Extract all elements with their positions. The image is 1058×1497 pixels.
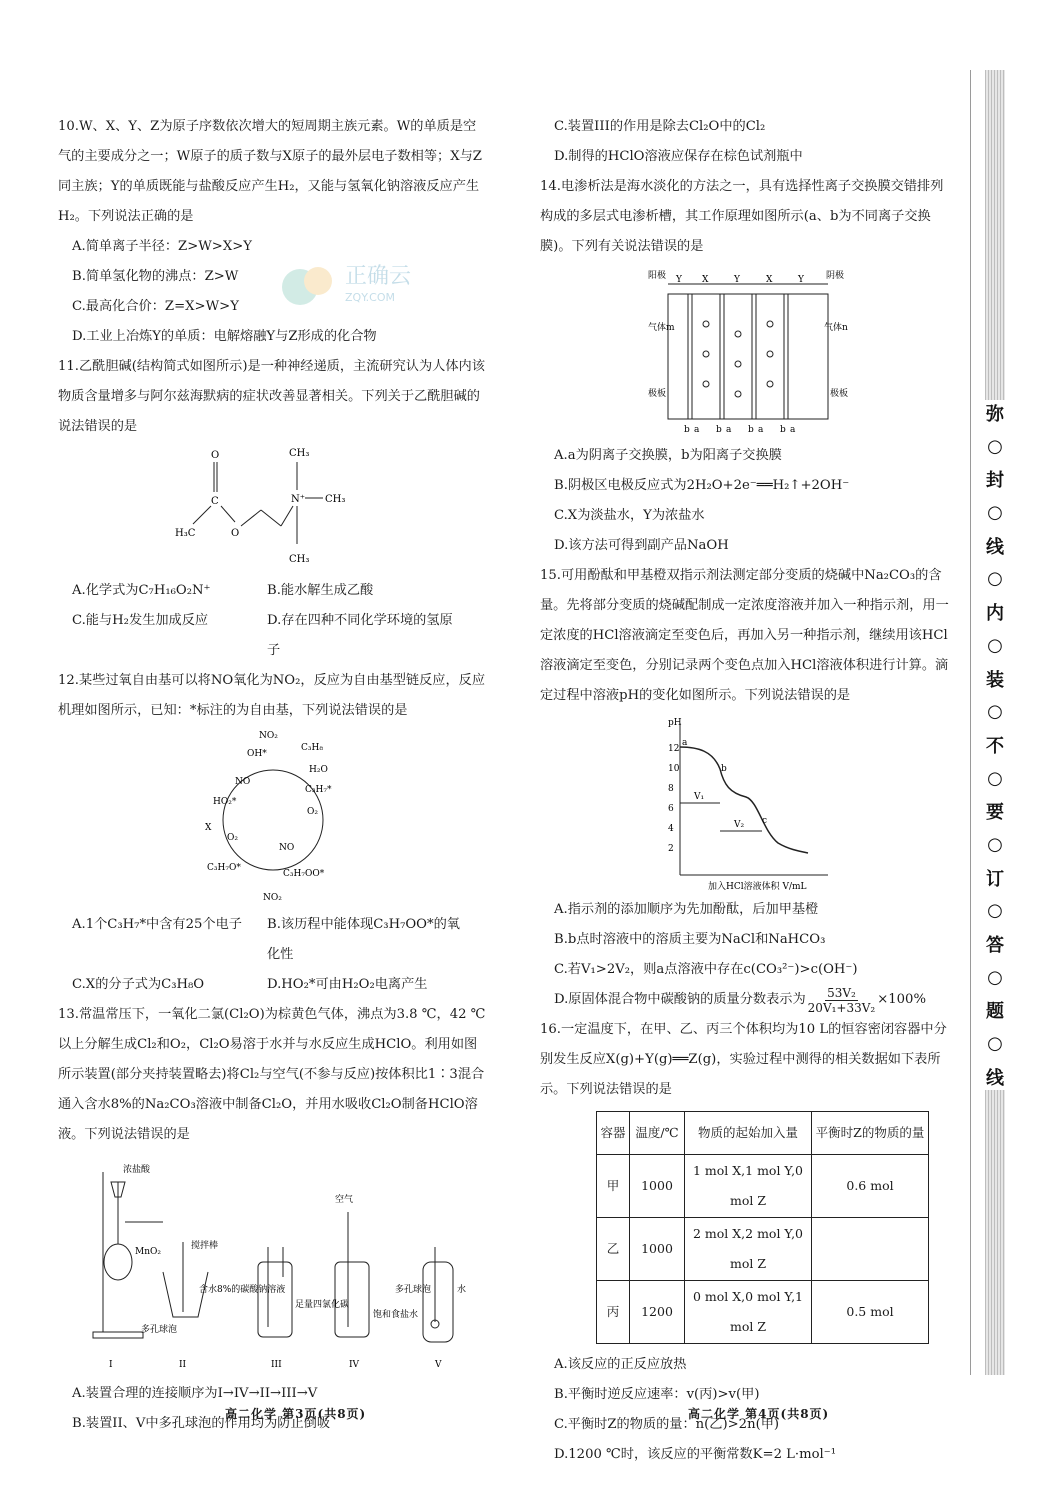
binding-char: 内: [986, 603, 1004, 625]
label-b: b: [747, 425, 754, 435]
question-14: [540, 172, 955, 561]
watermark-name: 正确云: [345, 264, 412, 289]
question-stem: 10.W、X、Y、Z为原子序数依次增大的短周期主族元素。W的单质是空气的主要成分之一；W原子的质子数与X原子的最外层电子数相等；X与Z同主族；Y的单质既能与盐酸反应产生H₂，又能与氢氧化钠溶液反应产生H₂。下列说法正确的是: [58, 119, 482, 224]
option-d: D.HO₂*可由H₂O₂电离产生: [267, 977, 428, 992]
question-12: [58, 666, 488, 1000]
label-x: X: [765, 275, 772, 285]
tick-8: 8: [667, 784, 674, 794]
binding-hatch-bottom: [985, 1090, 1005, 1375]
tick-2: 2: [667, 844, 674, 854]
option-a: A.该反应的正反应放热: [554, 1357, 687, 1372]
label-anode: 阳极: [647, 271, 666, 281]
watermark-url: ZQY.COM: [345, 291, 396, 304]
tick-12: 12: [667, 744, 679, 754]
table-header: 温度/℃: [630, 1112, 685, 1155]
question-16: [540, 1015, 955, 1470]
option-c: C.装置III的作用是除去Cl₂O中的Cl₂: [554, 119, 766, 134]
label-y: Y: [797, 275, 804, 285]
label-c3h7oo: C₃H₇OO*: [283, 869, 325, 879]
question-10: [58, 112, 488, 352]
label-no-left: NO: [235, 777, 251, 787]
label-v1: V₁: [693, 792, 704, 802]
binding-char: ○: [987, 634, 1003, 656]
binding-text: [985, 400, 1005, 1090]
question-13: [58, 1000, 488, 1439]
table-header-row: [597, 1112, 929, 1155]
binding-hatch-top: [985, 70, 1005, 400]
table-header: 物质的起始加入量: [685, 1112, 812, 1155]
binding-char: ○: [987, 767, 1003, 789]
table-header: 平衡时Z的物质的量: [812, 1112, 929, 1155]
left-column: [58, 112, 488, 1439]
options-row: [58, 576, 488, 606]
binding-char: ○: [987, 568, 1003, 590]
binding-char: 线: [986, 536, 1004, 558]
label-i: I: [109, 1360, 113, 1370]
tick-10: 10: [667, 764, 679, 774]
acetylcholine-structure: [173, 444, 373, 574]
binding-char: 装: [986, 669, 1004, 691]
table-cell: 1000: [630, 1218, 685, 1281]
table-cell: 0.5 mol: [812, 1281, 929, 1344]
option-b: B.b点时溶液中的溶质主要为NaCl和NaHCO₃: [554, 932, 826, 947]
binding-char: ○: [987, 701, 1003, 723]
label-plate-right: 极板: [829, 389, 848, 399]
question-stem: 12.某些过氧自由基可以将NO氧化为NO₂，反应为自由基型链反应，反应机理如图所示，已知：*标注的为自由基，下列说法错误的是: [58, 673, 486, 718]
option-c: C.能与H₂发生加成反应: [72, 613, 209, 628]
table-row: [597, 1155, 929, 1218]
label-a: a: [693, 425, 699, 435]
titration-curve: [658, 713, 838, 893]
question-stem: 11.乙酰胆碱(结构简式如图所示)是一种神经递质，主流研究认为人体内该物质含量增多与阿尔兹海默病的症状改善显著相关。下列关于乙酰胆碱的说法错误的是: [58, 359, 485, 434]
atom-c: C: [211, 496, 219, 507]
option-c: C.平衡时Z的物质的量：n(乙)>2n(甲): [554, 1417, 780, 1432]
label-y: Y: [675, 275, 682, 285]
point-b: b: [720, 764, 727, 774]
question-11: [58, 352, 488, 666]
data-table: [596, 1111, 929, 1344]
binding-char: ○: [987, 833, 1003, 855]
atom-ch3-bottom: CH₃: [289, 554, 310, 565]
label-y: Y: [733, 275, 740, 285]
label-a: a: [789, 425, 795, 435]
label-v2: V₂: [733, 820, 744, 830]
binding-char: ○: [987, 900, 1003, 922]
table-cell: 甲: [597, 1155, 630, 1218]
point-a: a: [681, 738, 687, 748]
option-a: A.简单离子半径：Z>W>X>Y: [72, 239, 252, 254]
atom-ch3-right: CH₃: [325, 494, 346, 505]
label-na2co3: 含水8%的碳酸钠溶液: [199, 1285, 286, 1295]
question-stem: 13.常温常压下，一氧化二氯(Cl₂O)为棕黄色气体，沸点为3.8 ℃，42 ℃以上分解生成Cl₂和O₂，Cl₂O易溶于水并与水反应生成HClO。利用如图所示装置(部分夹持装置略去)将Cl₂与空气(不参与反应)按体积比1∶3混合通入含水8%的Na₂CO₃溶液中制备Cl₂O，并用水吸收Cl₂O制备HClO溶液。下列说法错误的是: [58, 1007, 486, 1142]
label-h2o: H₂O: [309, 765, 328, 775]
label-ccl4: 足量四氯化碳: [295, 1300, 350, 1310]
binding-char: 不: [986, 735, 1004, 757]
table-cell: 丙: [597, 1281, 630, 1344]
label-a: a: [757, 425, 763, 435]
binding-char: ○: [987, 435, 1003, 457]
binding-char: 封: [986, 470, 1004, 492]
option-a: A.1个C₃H₇*中含有25个电子: [72, 917, 242, 932]
electrodialysis-cell-diagram: [648, 264, 848, 439]
fraction: [808, 986, 876, 1015]
option-b: B.阴极区电极反应式为2H₂O+2e⁻══H₂↑+2OH⁻: [554, 478, 850, 493]
label-bubble-v: 多孔球泡: [395, 1285, 432, 1295]
axis-label-ph: pH: [667, 718, 682, 728]
label-b: b: [779, 425, 786, 435]
right-column: [540, 112, 955, 1470]
label-plate-left: 极板: [647, 389, 666, 399]
label-c3h8: C₃H₈: [301, 743, 323, 753]
label-c3h7: C₃H₇*: [305, 785, 332, 795]
question-stem: 16.一定温度下，在甲、乙、丙三个体积均为10 L的恒容密闭容器中分别发生反应X(g)+Y(g)══Z(g)，实验过程中测得的相关数据如下表所示。下列说法错误的是: [540, 1022, 947, 1097]
option-b: B.平衡时逆反应速率：v(丙)>v(甲): [554, 1387, 760, 1402]
options-row: [58, 606, 488, 666]
label-o2-left: O₂: [227, 833, 238, 843]
tick-4: 4: [667, 824, 674, 834]
label-a: a: [725, 425, 731, 435]
label-ho2: HO₂*: [213, 797, 237, 807]
options-row: [58, 910, 488, 970]
binding-line: [970, 70, 971, 1375]
tick-6: 6: [667, 804, 674, 814]
atom-o: O: [211, 450, 220, 461]
option-d-suffix: ×100%: [877, 992, 926, 1007]
label-no-bottom: NO: [279, 843, 295, 853]
option-d-text: D.原固体混合物中碳酸钠的质量分数表示为: [554, 992, 806, 1007]
option-d: [540, 985, 955, 1015]
label-air: 空气: [335, 1195, 354, 1205]
label-no2-bottom: NO₂: [263, 893, 282, 903]
label-iii: III: [271, 1360, 282, 1370]
binding-char: 弥: [986, 404, 1004, 425]
table-cell: 1200: [630, 1281, 685, 1344]
radical-cycle-diagram: [203, 728, 343, 908]
fraction-numerator: 53V₂: [827, 985, 856, 1000]
option-c: C.若V₁>2V₂，则a点溶液中存在c(CO₃²⁻)>c(OH⁻): [554, 962, 858, 977]
label-b: b: [683, 425, 690, 435]
binding-char: ○: [987, 966, 1003, 988]
option-a: A.化学式为C₇H₁₆O₂N⁺: [72, 583, 211, 598]
option-d: D.1200 ℃时，该反应的平衡常数K=2 L·mol⁻¹: [554, 1447, 837, 1462]
label-ii: II: [179, 1360, 187, 1370]
table-cell: 0 mol X,0 mol Y,1 mol Z: [685, 1281, 812, 1344]
page-footer-right: 高二化学 第4页(共8页): [688, 1407, 830, 1421]
label-oh: OH*: [247, 749, 267, 759]
option-a: A.装置合理的连接顺序为I→IV→II→III→V: [72, 1386, 318, 1401]
question-stem: 15.可用酚酞和甲基橙双指示剂法测定部分变质的烧碱中Na₂CO₃的含量。先将部分变质的烧碱配制成一定浓度溶液并加入一种指示剂，用一定浓度的HCl溶液滴定至变色后，再加入另一种指示剂，继续用该HCl溶液滴定至变色，分别记录两个变色点加入HCl溶液体积进行计算。滴定过程中溶液pH的变化如图所示。下列说法错误的是: [540, 568, 949, 703]
table-row: [597, 1281, 929, 1344]
question-15: [540, 561, 955, 1015]
point-c: c: [761, 816, 767, 826]
label-nacl: 饱和食盐水: [373, 1310, 419, 1320]
atom-ch3-top: CH₃: [289, 448, 310, 459]
option-c: C.最高化合价：Z=X>W>Y: [72, 299, 239, 314]
label-c3h7o: C₃H₇O*: [207, 863, 241, 873]
label-iv: IV: [349, 1360, 360, 1370]
option-b: B.能水解生成乙酸: [267, 583, 374, 598]
question-stem: 14.电渗析法是海水淡化的方法之一，具有选择性离子交换膜交错排列构成的多层式电渗析槽，其工作原理如图所示(a、b为不同离子交换膜)。下列有关说法错误的是: [540, 179, 944, 254]
label-bubble: 多孔球泡: [141, 1325, 178, 1335]
label-b: b: [715, 425, 722, 435]
table-cell: 2 mol X,2 mol Y,0 mol Z: [685, 1218, 812, 1281]
axis-label-volume: 加入HCl溶液体积 V/mL: [707, 882, 807, 892]
fraction-denominator: 20V₁+33V₂: [807, 1000, 876, 1015]
table-cell: [812, 1218, 929, 1281]
option-b: B.装置II、V中多孔球泡的作用均为防止倒吸: [72, 1416, 331, 1431]
option-c: C.X为淡盐水，Y为浓盐水: [554, 508, 705, 523]
label-gas-m: 气体m: [647, 323, 675, 333]
option-d: D.该方法可得到副产品NaOH: [554, 538, 729, 553]
options-row: [58, 970, 488, 1000]
label-hcl: 浓盐酸: [123, 1165, 151, 1175]
binding-char: 订: [986, 868, 1004, 890]
table-cell: 1 mol X,1 mol Y,0 mol Z: [685, 1155, 812, 1218]
option-c: C.X的分子式为C₃H₈O: [72, 977, 205, 992]
label-stir: 搅拌棒: [191, 1241, 219, 1251]
option-b: B.简单氢化物的沸点：Z>W: [72, 269, 239, 284]
binding-char: 线: [986, 1067, 1004, 1089]
binding-char: 要: [986, 802, 1004, 824]
option-d: D.存在四种不同化学环境的氢原子: [267, 613, 453, 658]
binding-char: 答: [986, 935, 1004, 956]
label-gas-n: 气体n: [823, 323, 848, 333]
label-cathode: 阴极: [825, 271, 844, 281]
option-a: A.a为阴离子交换膜，b为阳离子交换膜: [554, 448, 782, 463]
label-x: X: [701, 275, 708, 285]
table-cell: 0.6 mol: [812, 1155, 929, 1218]
table-header: 容器: [597, 1112, 630, 1155]
apparatus-diagram: [73, 1152, 473, 1377]
binding-char: 题: [986, 1001, 1004, 1023]
page-footer-left: 高二化学 第3页(共8页): [225, 1407, 367, 1421]
label-x: X: [205, 823, 212, 833]
atom-o-ester: O: [231, 528, 240, 539]
label-o2-right: O₂: [307, 807, 318, 817]
option-d: D.制得的HClO溶液应保存在棕色试剂瓶中: [554, 149, 803, 164]
table-cell: 乙: [597, 1218, 630, 1281]
option-d: D.工业上冶炼Y的单质：电解熔融Y与Z形成的化合物: [72, 329, 377, 344]
option-a: A.指示剂的添加顺序为先加酚酞，后加甲基橙: [554, 902, 819, 917]
label-v: V: [435, 1360, 442, 1370]
label-water: 水: [457, 1285, 467, 1295]
option-b: B.该历程中能体现C₃H₇OO*的氧化性: [267, 917, 460, 962]
binding-char: ○: [987, 1033, 1003, 1055]
binding-char: ○: [987, 502, 1003, 524]
label-no2-top: NO₂: [259, 731, 278, 741]
label-mno2: MnO₂: [135, 1247, 161, 1257]
table-row: [597, 1218, 929, 1281]
atom-n: N⁺: [291, 494, 306, 505]
table-cell: 1000: [630, 1155, 685, 1218]
atom-h3c: H₃C: [175, 528, 196, 539]
